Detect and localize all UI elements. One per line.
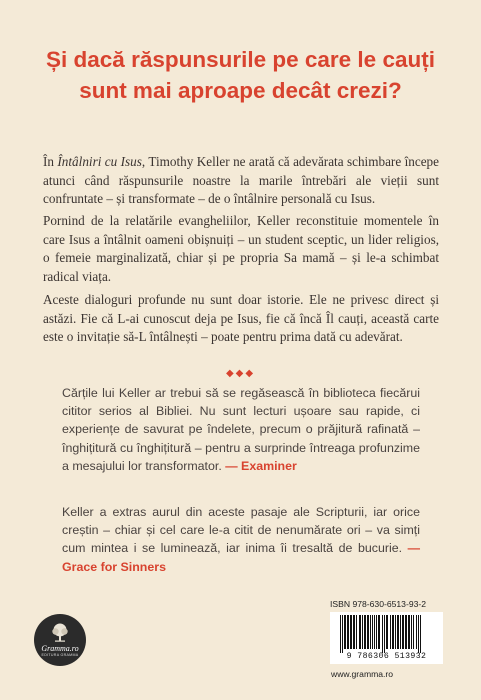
intro-rest: , Timothy Keller ne arată că adevărata schimbare începe atunci când răspunsurile noastre la marile întrebări ale vieții sunt confruntate – și transformate – de o întâlnire personală cu Isus. [43, 154, 439, 207]
barcode [330, 612, 443, 664]
tree-icon [49, 623, 71, 643]
intro-prefix: În [43, 154, 58, 169]
section-divider: ◆◆◆ [225, 368, 256, 379]
review-quote-text: Keller a extras aurul din aceste pasaje ale Scripturii, iar orice creștin – chiar și cel care le-a citit de nenumărate ori – va simți cum mintea i se luminează, iar inima îi tresaltă de bucurie. [62, 505, 420, 556]
review-quote [62, 503, 420, 576]
review-quote [62, 384, 420, 475]
headline [20, 44, 461, 106]
review-quote-source: — Examiner [225, 458, 297, 473]
barcode-bars [340, 615, 433, 653]
headline-line-2: sunt mai aproape decât crezi? [79, 78, 402, 103]
publisher-logo-tagline: EDITURA GRAMMA [41, 653, 79, 657]
barcode-digits: 9 786306 513932 [346, 652, 427, 661]
publisher-website: www.gramma.ro [331, 669, 394, 679]
publisher-logo-name: Gramma.ro [41, 644, 79, 653]
review-quote-source: — Grace for Sinners [62, 541, 420, 574]
third-paragraph: Aceste dialoguri profunde nu sunt doar istorie. Ele ne privesc direct și astăzi. Fie că L-ai cunoscut deja pe Isus, fie că încă Îl cauți, această carte este o invitație să-L întâlnești – poate pentru prima dată cu adevărat. [43, 292, 439, 345]
isbn-label: ISBN 978-630-6513-93-2 [330, 599, 427, 609]
book-title: Întâlniri cu Isus [57, 154, 142, 169]
headline-line-1: Și dacă răspunsurile pe care le cauți [46, 47, 435, 72]
review-quote-text: Cărțile lui Keller ar trebui să se regăsească în biblioteca fiecărui cititor serios al Bibliei. Nu sunt lecturi ușoare sau rapide, ci experiențe de savurat pe îndelete, precum o prăjitură rafinată – înghițitură cu înghițitură – pentru a surprinde întreaga profunzime a mesajului lor transformator. [62, 386, 420, 473]
publisher-logo [34, 614, 86, 666]
intro-paragraph [43, 153, 439, 209]
second-paragraph: Pornind de la relatările evangheliilor, Keller reconstituie momentele în care Isus a întâlnit oameni obișnuiți – un student sceptic, un lider religios, o femeie marginalizată, chiar și pe propria Sa mamă – și le-a schimbat radical viața. [43, 213, 439, 284]
